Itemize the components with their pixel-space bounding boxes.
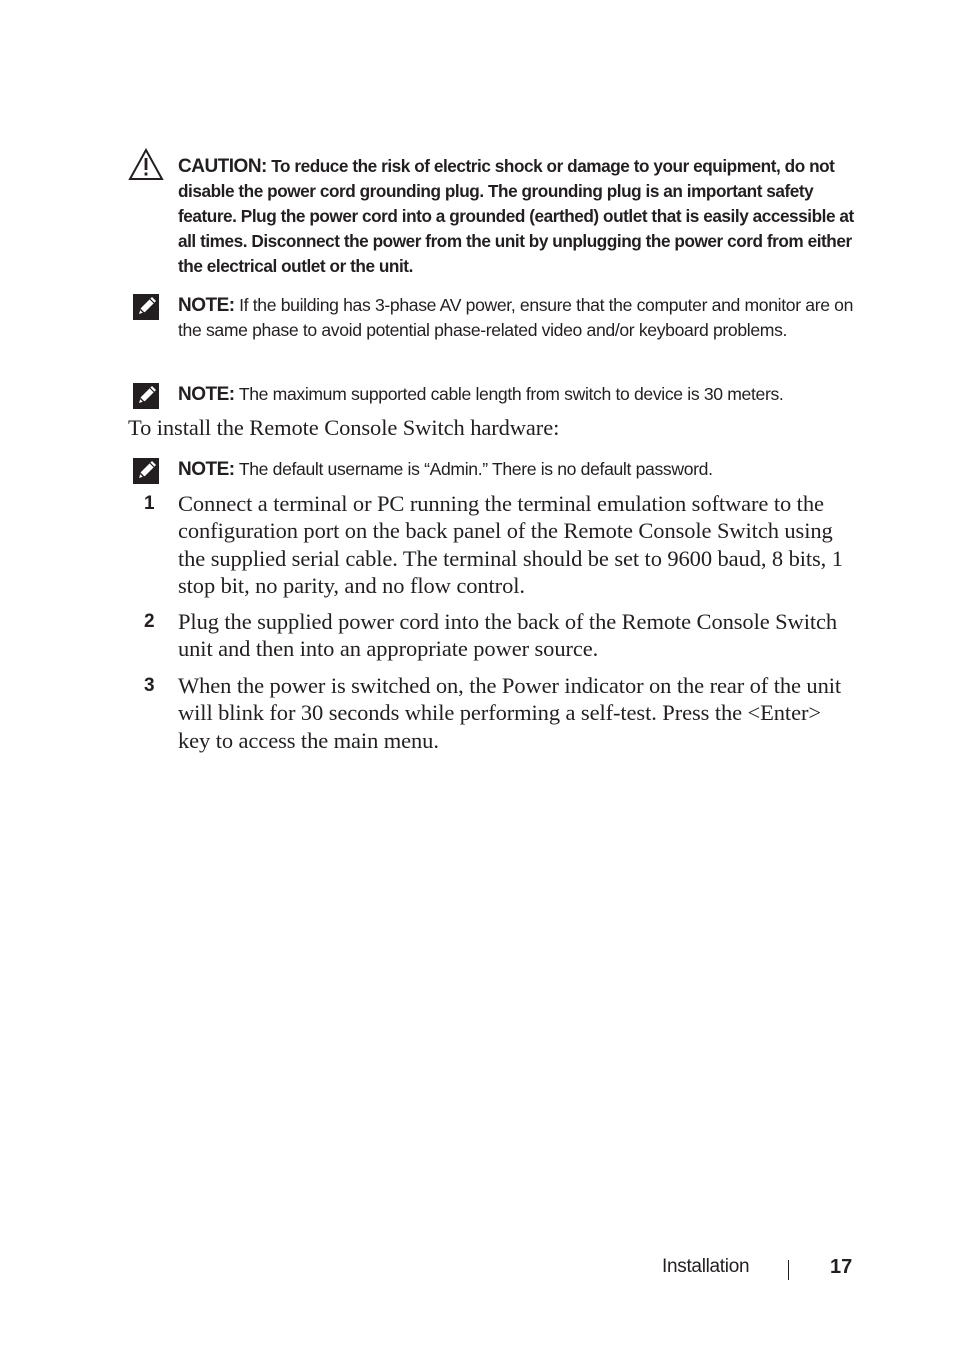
note-pencil-icon	[128, 290, 164, 324]
step-text: Plug the supplied power cord into the back of the Remote Console Switch unit and then into an appropriate power source.	[178, 609, 838, 662]
note-label: NOTE:	[178, 384, 235, 405]
caution-body: To reduce the risk of electric shock or damage to your equipment, do not disable the power cord grounding plug. The grounding plug is an important safety feature. Plug the power cord into a grounded (earthed) outlet that is easily accessible at all times. Disconnect the power from the unit by unplugging the power cord from either the electrical outlet or the unit.	[178, 156, 854, 276]
step-number: 1	[144, 493, 155, 514]
note-pencil-icon	[128, 454, 164, 488]
footer-section-title: Installation	[662, 1256, 750, 1277]
note-body: The default username is “Admin.” There is no default password.	[234, 459, 713, 479]
caution-triangle-icon	[128, 148, 164, 182]
caution-label: CAUTION:	[178, 156, 267, 177]
note-body: The maximum supported cable length from switch to device is 30 meters.	[234, 384, 784, 404]
step-text: Connect a terminal or PC running the terminal emulation software to the configuration port on the back panel of the Remote Console Switch using the supplied serial cable. The terminal should be set to 9600 baud, 8 bits, 1 stop bit, no parity, and no flow control.	[178, 491, 843, 598]
note-label: NOTE:	[178, 459, 235, 480]
intro-paragraph: To install the Remote Console Switch hardware:	[128, 415, 560, 440]
page-number: 17	[830, 1256, 853, 1278]
step-number: 2	[144, 611, 155, 632]
note-label: NOTE:	[178, 295, 235, 316]
caution-text	[178, 154, 856, 279]
note-text	[178, 457, 856, 482]
step-number: 3	[144, 675, 155, 696]
step-text: When the power is switched on, the Power indicator on the rear of the unit will blink for 30 seconds while performing a self-test. Press the <Enter> key to access the main menu.	[178, 673, 842, 753]
footer-divider	[788, 1260, 789, 1280]
note-text	[178, 293, 856, 343]
note-body: If the building has 3-phase AV power, ensure that the computer and monitor are on the same phase to avoid potential phase-related video and/or keyboard problems.	[178, 295, 854, 340]
note-text	[178, 382, 856, 407]
note-pencil-icon	[128, 379, 164, 413]
